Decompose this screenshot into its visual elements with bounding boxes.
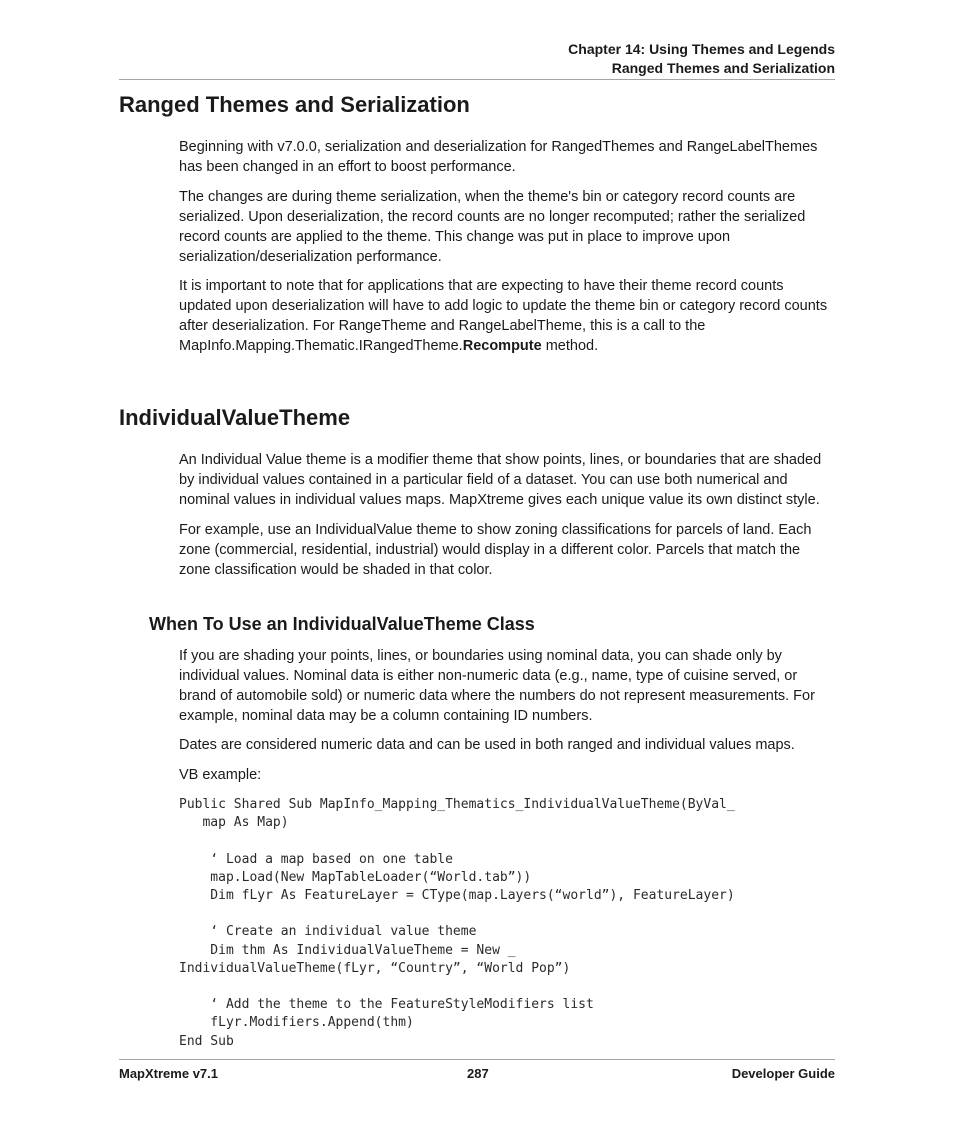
- header-rule: [119, 79, 835, 80]
- section-heading-ranged-themes: Ranged Themes and Serialization: [119, 92, 470, 117]
- footer-rule: [119, 1059, 835, 1060]
- section-heading-individual-value-theme: IndividualValueTheme: [119, 405, 351, 430]
- paragraph: VB example:: [179, 767, 262, 783]
- page-number: 287: [467, 1066, 489, 1081]
- paragraph-text: It is important to note that for applications that are expecting to have their theme record counts updated upon deserialization will have to add logic to update the theme bin or category record counts after deserialization. For RangeTheme and RangeLabelTheme, this is a call to the MapInfo.Mapping.Thematic.IRangedTheme.: [179, 278, 828, 354]
- method-name: Recompute: [462, 338, 542, 354]
- subsection-heading: When To Use an IndividualValueTheme Class: [149, 614, 535, 634]
- paragraph: The changes are during theme serialization, when the theme's bin or category record counts are serialized. Upon deserialization, the record counts are no longer recomputed; rather the serialized record counts are applied to the theme. This change was put in place to improve upon serialization/deserialization performance.: [179, 189, 806, 265]
- paragraph: If you are shading your points, lines, or boundaries using nominal data, you can shade only by individual values. Nominal data is either non-numeric data (e.g., name, type of cuisine served, or brand of automobile sold) or numeric data where the numbers do not represent measurements. For example, nominal data may be a column containing ID numbers.: [179, 648, 815, 724]
- paragraph: Dates are considered numeric data and can be used in both ranged and individual values maps.: [179, 737, 795, 753]
- footer-product: MapXtreme v7.1: [119, 1066, 218, 1081]
- paragraph: An Individual Value theme is a modifier theme that show points, lines, or boundaries that are shaded by individual values contained in a particular field of a dataset. You can use both numerical and nominal values in individual values maps. MapXtreme gives each unique value its own distinct style.: [179, 452, 822, 508]
- paragraph-text: method.: [541, 338, 599, 354]
- footer-guide: Developer Guide: [731, 1066, 835, 1081]
- running-header: [568, 40, 835, 78]
- paragraph: Beginning with v7.0.0, serialization and deserialization for RangedThemes and RangeLabelThemes has been changed in an effort to boost performance.: [179, 139, 818, 175]
- header-section: Ranged Themes and Serialization: [611, 60, 835, 76]
- code-example: Public Shared Sub MapInfo_Mapping_Thematics_IndividualValueTheme(ByVal_ map As Map) ‘ Load a map based on one table map.Load(New MapTableLoader(“World.tab”)) Dim fLyr As FeatureLayer = CType(map.Layers(“world”), FeatureLayer) ‘ Create an individual value theme Dim thm As IndividualValueTheme = New _ IndividualValueTheme(fLyr, “Country”, “World Pop”) ‘ Add the theme to the FeatureStyleModifiers list fLyr.Modifiers.Append(thm) End Sub: [179, 797, 735, 1049]
- paragraph: [179, 276, 835, 356]
- paragraph: For example, use an IndividualValue theme to show zoning classifications for parcels of land. Each zone (commercial, residential, industrial) would display in a different color. Parcels that match the zone classification would be shaded in that color.: [179, 522, 812, 578]
- header-chapter: Chapter 14: Using Themes and Legends: [568, 41, 835, 57]
